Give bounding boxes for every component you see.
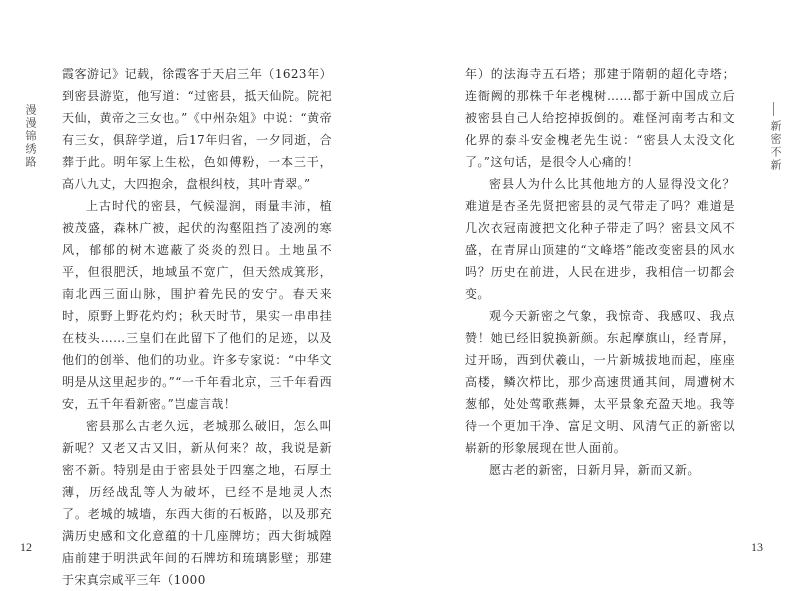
body-text — [62, 63, 332, 591]
paragraph: 年）的法海寺五石塔；那建于隋朝的超化寺塔；连衙阙的那株千年老槐树……都于新中国成立后被密县自己人给挖掉扳倒的。难怪河南考古和文化界的泰斗安金槐老先生说：“密县人太没文化了。”这句话，是很令人心痛的！ — [465, 67, 735, 169]
page-number: 13 — [751, 540, 763, 554]
right-page — [395, 0, 790, 572]
running-head: 新密不新 — [769, 120, 782, 172]
running-head: 漫漫锦绣路 — [24, 104, 37, 169]
left-page — [0, 0, 395, 587]
paragraph: 密县那么古老久远，老城那么破旧，怎么叫新呢？又老又古又旧，新从何来？故，我说是新密不新。特别是由于密县处于四塞之地，石厚土薄，历经战乱等人为破坏，已经不是地灵人杰了。老城的城墙，东西大街的石板路，以及那充满历史感和文化意蕴的十几座牌坊；西大街城隍庙前建于明洪武年间的石牌坊和琉璃影壁；那建于宋真宗咸平三年（1000 — [62, 419, 332, 587]
body-text — [465, 63, 735, 481]
paragraph: 密县人为什么比其他地方的人显得没文化？难道是杏圣先贤把密县的灵气带走了吗？难道是几次衣冠南渡把文化种子带走了吗？密县文风不盛，在青屏山顶建的“文峰塔”能改变密县的风水吗？历史在前进，人民在进步，我相信一切都会变。 — [465, 177, 735, 301]
paragraph: 霞客游记》记载，徐霞客于天启三年（1623年）到密县游览，他写道：“过密县，抵天仙院。院祀天仙，黄帝之三女也。”《中州杂俎》中说：“黄帝有三女，俱辞学道，后17年归省，一夕同逝，合葬于此。明年冢上生松，色如傅粉，一本三干，高八九丈，大四抱余，盘根纠枝，其叶青翠。” — [62, 67, 332, 191]
paragraph: 观今天新密之气象，我惊奇、我感叹、我点赞！她已经旧貌换新颜。东起摩旗山，经青屏，过开旸，西到伏羲山，一片新城拔地而起，座座高楼，鳞次栉比，那少高速贯通其间，周遭树木葱郁，处处莺歌燕舞，太平景象充盈天地。我等待一个更加干净、富足文明、风清气正的新密以崭新的形象展现在世人面前。 — [465, 309, 735, 455]
page-number: 12 — [20, 540, 32, 554]
paragraph: 上古时代的密县，气候湿润，雨量丰沛，植被茂盛，森林广被，起伏的沟壑阻挡了凌冽的寒风，郁郁的树木遮蔽了炎炎的烈日。土地虽不平，但很肥沃，地域虽不宽广，但天然成箕形，南北西三面山脉，围护着先民的安宁。春天来时，原野上野花灼灼；秋天时节，果实一串串挂在枝头……三皇们在此留下了他们的足迹，以及他们的创举、他们的功业。许多专家说：“中华文明是从这里起步的。”“一千年看北京，三千年看西安，五千年看新密。”岂虚言哉！ — [62, 199, 332, 411]
running-head-rule — [773, 102, 774, 116]
paragraph: 愿古老的新密，日新月异，新而又新。 — [489, 463, 700, 477]
